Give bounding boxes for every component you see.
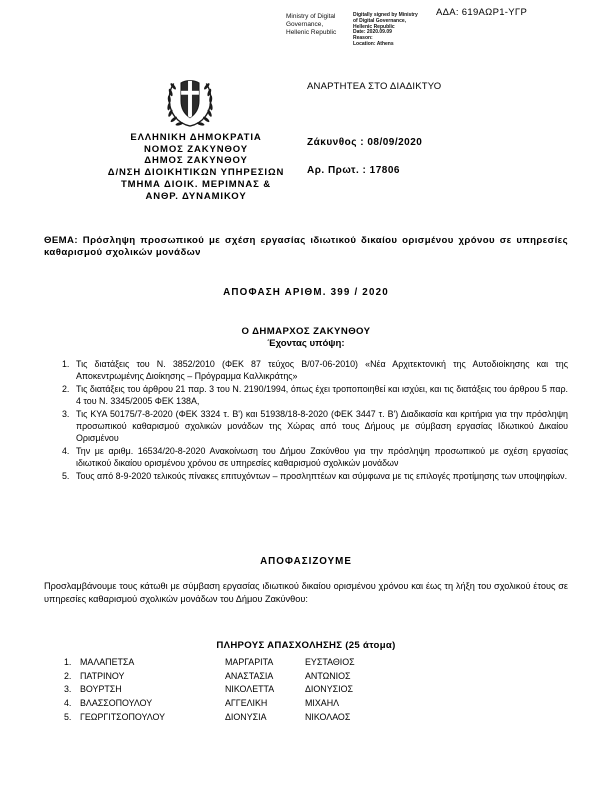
father-name-cell: ΜΙΧΑΗΛ bbox=[305, 698, 340, 709]
posted-on-internet-notice: ΑΝΑΡΤΗΤΕΑ ΣΤΟ ΔΙΑΔΙΚΤΥΟ bbox=[307, 81, 442, 92]
table-row bbox=[64, 670, 464, 684]
ministry-line: Hellenic Republic bbox=[286, 29, 337, 36]
signature-line: Reason: bbox=[353, 35, 373, 42]
authority-line: ΤΜΗΜΑ ΔΙΟΙΚ. ΜΕΡΙΜΝΑΣ & bbox=[120, 178, 272, 190]
having-regard-heading: Έχοντας υπόψη: bbox=[267, 338, 345, 349]
row-number: 5. bbox=[64, 711, 72, 722]
first-name-cell: ΝΙΚΟΛΕΤΤΑ bbox=[225, 684, 275, 695]
table-row bbox=[64, 697, 464, 711]
table-row bbox=[64, 711, 464, 725]
digital-signature-stamp bbox=[286, 13, 441, 48]
item-text: Τις ΚΥΑ 50175/7-8-2020 (ΦΕΚ 3324 τ. Β') και 51938/18-8-2020 (ΦΕΚ 3447 τ. Β') Διαδικασία και κριτήρια για την πρόσληψη προσωπικού καθαρισμού σχολικών μονάδων της Χώρας από τους Δήμους με σύμβαση εργασίας Ιδιωτικού Δικαίου Ορισμένου bbox=[76, 408, 568, 444]
signature-details bbox=[353, 13, 441, 48]
signature-line: of Digital Governance, bbox=[353, 17, 407, 24]
authority-line: ΔΗΜΟΣ ΖΑΚΥΝΘΟΥ bbox=[144, 155, 248, 167]
item-number: 1. bbox=[62, 359, 70, 369]
issuing-authority-block bbox=[58, 132, 334, 202]
subject-paragraph bbox=[44, 235, 568, 260]
authority-line: ΕΛΛΗΝΙΚΗ ΔΗΜΟΚΡΑΤΙΑ bbox=[130, 132, 262, 143]
signature-line: Hellenic Republic bbox=[353, 23, 395, 30]
decide-heading: ΑΠΟΦΑΣΙΖΟΥΜΕ bbox=[260, 556, 352, 567]
employees-table bbox=[64, 656, 464, 725]
place-and-date: Ζάκυνθος : 08/09/2020 bbox=[307, 137, 423, 148]
item-number: 2. bbox=[62, 383, 70, 394]
item-text: Τους από 8-9-2020 τελικούς πίνακες επιτυχόντων – προσληπτέων και σύμφωνα με τις επιλογές προτίμησης των υποψηφίων. bbox=[76, 470, 568, 481]
signature-line: Location: Athens bbox=[353, 40, 394, 47]
surname-cell: ΓΕΩΡΓΙΤΣΟΠΟΥΛΟΥ bbox=[80, 711, 166, 722]
item-number: 4. bbox=[62, 445, 70, 456]
item-number: 3. bbox=[62, 408, 70, 419]
full-time-heading: ΠΛΗΡΟΥΣ ΑΠΑΣΧΟΛΗΣΗΣ (25 άτομα) bbox=[216, 640, 396, 651]
authority-line: ΑΝΘΡ. ΔΥΝΑΜΙΚΟΥ bbox=[145, 190, 247, 202]
decision-body-paragraph: Προσλαμβάνουμε τους κάτωθι με σύμβαση εργασίας ιδιωτικού δικαίου ορισμένου χρόνου και έως τη λήξη του σχολικού έτους σε υπηρεσίες καθαρισμού σχολικών μονάδων του Δήμου Ζακύνθου: bbox=[44, 581, 568, 604]
decision-number-heading: ΑΠΟΦΑΣΗ ΑΡΙΘΜ. 399 / 2020 bbox=[223, 287, 389, 298]
first-name-cell: ΜΑΡΓΑΡΙΤΑ bbox=[225, 657, 274, 667]
surname-cell: ΒΟΥΡΤΣΗ bbox=[80, 684, 122, 695]
subject-label: ΘΕΜΑ: bbox=[44, 235, 78, 246]
list-item bbox=[62, 445, 568, 470]
surname-cell: ΠΑΤΡΙΝΟΥ bbox=[80, 670, 125, 681]
authority-line: ΝΟΜΟΣ ΖΑΚΥΝΘΟΥ bbox=[143, 143, 249, 155]
item-number: 5. bbox=[62, 470, 70, 481]
list-item bbox=[62, 408, 568, 445]
greek-emblem-icon bbox=[162, 74, 218, 130]
first-name-cell: ΑΝΑΣΤΑΣΙΑ bbox=[225, 670, 274, 681]
item-text: Τις διατάξεις του Ν. 3852/2010 (ΦΕΚ 87 τεύχος Β/07-06-2010) «Νέα Αρχιτεκτονική της Αυτοδιοίκησης και της Αποκεντρωμένης Διοίκησης – Πρόγραμμα Καλλικράτης» bbox=[76, 359, 568, 382]
protocol-number: Αρ. Πρωτ. : 17806 bbox=[307, 165, 400, 176]
row-number: 4. bbox=[64, 698, 72, 709]
item-text: Την με αριθμ. 16534/20-8-2020 Ανακοίνωση του Δήμου Ζακύνθου για την πρόσληψη προσωπικού με σχέση εργασίας ιδιωτικού δικαίου ορισμένου χρόνου σε υπηρεσίες καθαρισμού σχολικών μονάδων bbox=[76, 445, 568, 469]
signature-line: Digitally signed by Ministry bbox=[353, 12, 418, 18]
first-name-cell: ΑΓΓΕΛΙΚΗ bbox=[225, 698, 268, 709]
item-text: Τις διατάξεις του άρθρου 21 παρ. 3 του Ν. 2190/1994, όπως έχει τροποποιηθεί και ισχύει, και τις διατάξεις του άρθρου 5 παρ. 4 του Ν. 3345/2005 ΦΕΚ 138Α, bbox=[76, 383, 568, 407]
row-number: 1. bbox=[64, 657, 72, 667]
considerations-list bbox=[62, 358, 568, 482]
ministry-line: Ministry of Digital bbox=[286, 13, 336, 20]
row-number: 2. bbox=[64, 670, 72, 681]
father-name-cell: ΑΝΤΩΝΙΟΣ bbox=[305, 670, 351, 681]
first-name-cell: ΔΙΟΝΥΣΙΑ bbox=[225, 711, 267, 722]
list-item bbox=[62, 470, 568, 482]
father-name-cell: ΕΥΣΤΑΘΙΟΣ bbox=[305, 657, 355, 667]
surname-cell: ΒΛΑΣΣΟΠΟΥΛΟΥ bbox=[80, 698, 153, 709]
list-item bbox=[62, 383, 568, 408]
authority-line: Δ/ΝΣΗ ΔΙΟΙΚΗΤΙΚΩΝ ΥΠΗΡΕΣΙΩΝ bbox=[107, 167, 285, 179]
list-item bbox=[62, 358, 568, 383]
surname-cell: ΜΑΛΑΠΕΤΣΑ bbox=[80, 657, 135, 667]
ada-number: ΑΔΑ: 619ΑΩΡ1-ΥΓΡ bbox=[436, 7, 528, 18]
table-row bbox=[64, 683, 464, 697]
mayor-heading: Ο ΔΗΜΑΡΧΟΣ ΖΑΚΥΝΘΟΥ bbox=[241, 326, 371, 337]
subject-text: Πρόσληψη προσωπικού με σχέση εργασίας ιδιωτικού δικαίου ορισμένου χρόνου σε υπηρεσίες καθαρισμού σχολικών μονάδων bbox=[44, 235, 568, 259]
row-number: 3. bbox=[64, 684, 72, 695]
father-name-cell: ΔΙΟΝΥΣΙΟΣ bbox=[305, 684, 353, 695]
table-row bbox=[64, 656, 464, 670]
ministry-line: Governance, bbox=[286, 21, 324, 28]
father-name-cell: ΝΙΚΟΛΑΟΣ bbox=[305, 711, 351, 722]
ministry-label bbox=[286, 13, 346, 37]
signature-line: Date: 2020.09.09 bbox=[353, 29, 392, 36]
